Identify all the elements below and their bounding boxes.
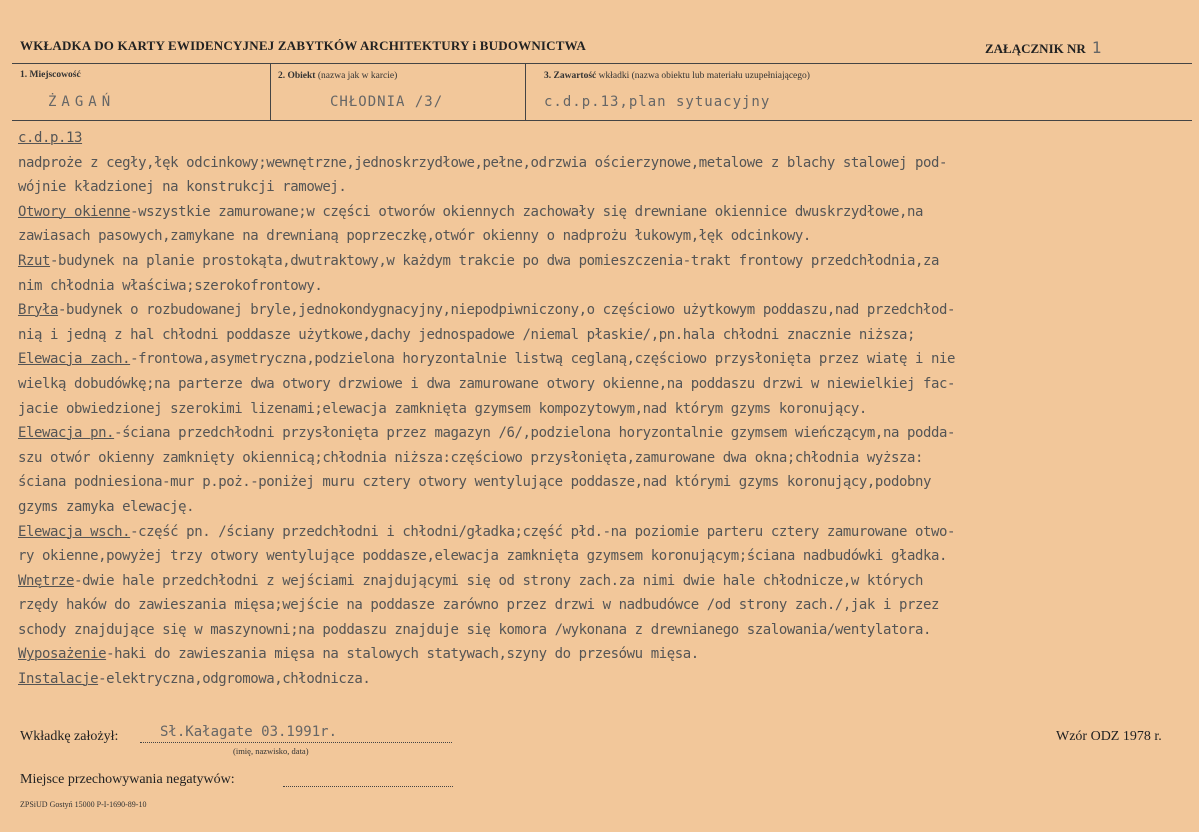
section-text: -budynek o rozbudowanej bryle,jednokondygnacyjny,niepodpiwniczony,o częściowo użytkowym poddaszu,nad przedchłod- xyxy=(58,302,956,319)
section-heading: c.d.p.13 xyxy=(18,130,83,146)
text-line xyxy=(18,347,1190,372)
text-line xyxy=(18,667,1190,692)
object-value: CHŁODNIA /3/ xyxy=(330,94,444,110)
text-line: nim chłodnia właściwa;szerokofrontowy. xyxy=(18,277,323,294)
text-line xyxy=(18,200,1190,225)
author-label: Wkładkę założył: xyxy=(20,729,119,744)
section-heading: Elewacja zach. xyxy=(18,351,131,368)
section-text: -haki do zawieszania mięsa na stalowych statywach,szyny do przesówu mięsa. xyxy=(106,646,699,663)
text-line: nadproże z cegły,łęk odcinkowy;wewnętrzne,jednoskrzydłowe,pełne,odrzwia ościerzynowe,metalowe z blachy stalowej pod- xyxy=(18,154,948,171)
content-label-hint: wkładki (nazwa obiektu lub materiału uzupełniającego) xyxy=(598,71,810,81)
text-line: rzędy haków do zawieszania mięsa;wejście na poddasze zarówno przez drzwi w nadbudówce /od strony zach./,jak i przez xyxy=(18,597,940,614)
section-heading: Bryła xyxy=(18,302,59,319)
section-text: -frontowa,asymetryczna,podzielona horyzontalnie listwą ceglaną,częściowo przysłonięta przez wiatę i nie xyxy=(130,351,956,368)
text-line: wójnie kładzionej na konstrukcji ramowej. xyxy=(18,179,347,196)
attachment-label: ZAŁĄCZNIK NR xyxy=(985,41,1086,56)
section-heading: Wnętrze xyxy=(18,572,75,589)
section-text: -wszystkie zamurowane;w części otworów okiennych zachowały się drewniane okiennice dwuskrzydłowe,na xyxy=(130,203,923,220)
text-line xyxy=(18,569,1190,594)
attachment-number xyxy=(985,38,1101,57)
text-line xyxy=(18,126,1190,151)
field-divider-1 xyxy=(270,64,271,120)
text-line: ściana podniesiona-mur p.poż.-poniżej muru cztery otwory wentylujące poddasze,nad którymi gzyms koronujący,podobny xyxy=(18,474,931,491)
author-line xyxy=(140,742,452,743)
field-divider-2 xyxy=(525,64,526,120)
attachment-number-value: 1 xyxy=(1091,38,1102,57)
section-heading: Rzut xyxy=(18,252,51,269)
header-rule-top xyxy=(12,63,1192,64)
text-line: schody znajdujące się w maszynowni;na poddaszu znajduje się komora /wykonana z drewnianego szalowania/wentylatora. xyxy=(18,621,931,638)
text-line xyxy=(18,298,1190,323)
section-text: -część pn. /ściany przedchłodni i chłodni/gładka;część płd.-na poziomie parteru cztery zamurowane otwo- xyxy=(130,523,956,540)
text-line xyxy=(18,249,1190,274)
header-rule-bottom xyxy=(12,120,1192,121)
section-heading: Instalacje xyxy=(18,671,99,688)
document-title: WKŁADKA DO KARTY EWIDENCYJNEJ ZABYTKÓW ARCHITEKTURY i BUDOWNICTWA xyxy=(20,38,586,53)
content-label xyxy=(544,71,810,81)
object-label xyxy=(278,71,397,81)
text-line: jacie obwiedzionej szerokimi lizenami;elewacja zamknięta gzymsem kompozytowym,nad którym gzyms koronujący. xyxy=(18,400,867,417)
negatives-line xyxy=(283,786,453,787)
text-line: gzyms zamyka elewację. xyxy=(18,498,195,515)
section-text: -elektryczna,odgromowa,chłodnicza. xyxy=(98,671,371,688)
object-label-main: 2. Obiekt xyxy=(278,71,316,81)
text-line xyxy=(18,520,1190,545)
section-heading: Wyposażenie xyxy=(18,646,107,663)
text-line xyxy=(18,421,1190,446)
template-label: Wzór ODZ 1978 r. xyxy=(1056,729,1162,744)
author-value: Sł.Kałagate 03.1991r. xyxy=(160,724,338,740)
content-label-main: 3. Zawartość xyxy=(544,71,597,81)
place-label: 1. Miejscowość xyxy=(20,70,81,80)
text-line: szu otwór okienny zamknięty okiennicą;chłodnia niższa:częściowo przysłonięta,zamurowane dwa okna;chłodnia wyższa: xyxy=(18,449,923,466)
object-label-hint: (nazwa jak w karcie) xyxy=(317,71,398,81)
section-heading: Otwory okienne xyxy=(18,203,131,220)
text-line: ry okienne,powyżej trzy otwory wentylujące poddasze,elewacja zamknięta gzymsem koronującym;ściana nadbudówki gładka. xyxy=(18,548,948,565)
text-line: wielką dobudówkę;na parterze dwa otwory drzwiowe i dwa zamurowane otwory okienne,na poddaszu drzwi w niewielkiej fac- xyxy=(18,375,956,392)
description-text xyxy=(18,126,1190,692)
place-value: ŻAGAŃ xyxy=(48,94,116,110)
negatives-label: Miejsce przechowywania negatywów: xyxy=(20,772,235,787)
section-text: -budynek na planie prostokąta,dwutraktowy,w każdym trakcie po dwa pomieszczenia-trakt frontowy przedchłodnia,za xyxy=(50,252,940,269)
printer-imprint: ZPSiUD Gostyń 15000 P-I-1690-89-10 xyxy=(20,800,147,809)
text-line xyxy=(18,642,1190,667)
text-line: nią i jedną z hal chłodni poddasze użytkowe,dachy jednospadowe /niemal płaskie/,pn.hala chłodni znacznie niższa; xyxy=(18,326,915,343)
text-line: zawiasach pasowych,zamykane na drewnianą poprzeczkę,otwór okienny o nadprożu łukowym,łęk odcinkowy. xyxy=(18,228,811,245)
section-text: -dwie hale przedchłodni z wejściami znajdującymi się od strony zach.za nimi dwie hale chłodnicze,w których xyxy=(74,572,923,589)
section-text: -ściana przedchłodni przysłonięta przez magazyn /6/,podzielona horyzontalnie gzymsem wieńczącym,na podda- xyxy=(114,425,956,442)
section-heading: Elewacja wsch. xyxy=(18,523,131,540)
content-value: c.d.p.13,plan sytuacyjny xyxy=(544,94,771,110)
section-heading: Elewacja pn. xyxy=(18,425,115,442)
author-hint: (imię, nazwisko, data) xyxy=(233,746,309,756)
